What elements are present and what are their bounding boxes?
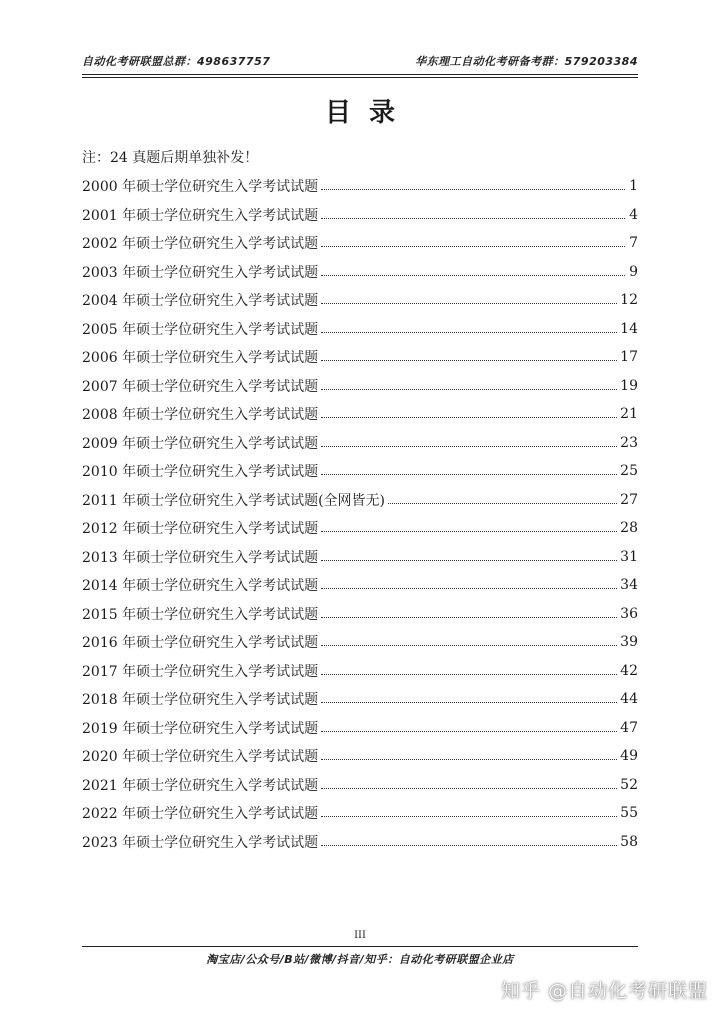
note-text: 注：24 真题后期单独补发！ (82, 150, 259, 166)
toc-entry-label: 2015 年硕士学位研究生入学考试试题 (82, 606, 319, 623)
toc-entry[interactable] (82, 514, 638, 543)
header-rule-thin (82, 77, 638, 78)
toc-leader-dots (321, 473, 617, 475)
page-title: 目录 (324, 98, 413, 128)
toc-entry-label: 2000 年硕士学位研究生入学考试试题 (82, 179, 319, 196)
toc-entry-page: 44 (620, 691, 638, 708)
toc-entry-page: 34 (620, 577, 638, 594)
toc-entry[interactable] (82, 201, 638, 230)
toc-entry-label: 2004 年硕士学位研究生入学考试试题 (82, 293, 319, 310)
toc-leader-dots (321, 217, 625, 219)
toc-entry-page: 9 (629, 263, 638, 280)
toc-entry-label: 2007 年硕士学位研究生入学考试试题 (82, 378, 319, 395)
toc-entry-page: 39 (620, 634, 638, 651)
toc-entry-label: 2017 年硕士学位研究生入学考试试题 (82, 663, 319, 680)
toc-leader-dots (321, 445, 617, 447)
toc-leader-dots (321, 188, 625, 190)
table-of-contents (82, 172, 638, 856)
toc-entry[interactable] (82, 258, 638, 287)
header-right-text: 华东理工自动化考研备考群：579203384 (415, 55, 638, 68)
toc-entry[interactable] (82, 543, 638, 572)
toc-entry[interactable] (82, 685, 638, 714)
toc-leader-dots (321, 359, 617, 361)
toc-entry[interactable] (82, 229, 638, 258)
toc-entry[interactable] (82, 799, 638, 828)
toc-entry[interactable] (82, 372, 638, 401)
toc-entry-page: 14 (620, 320, 638, 337)
toc-leader-dots (321, 530, 617, 532)
toc-entry-page: 7 (629, 235, 638, 252)
toc-leader-dots (321, 616, 617, 618)
toc-entry[interactable] (82, 286, 638, 315)
toc-entry-label: 2003 年硕士学位研究生入学考试试题 (82, 264, 319, 281)
toc-entry-page: 19 (620, 377, 638, 394)
toc-leader-dots (321, 815, 617, 817)
header-rule (82, 74, 638, 75)
header-left-text: 自动化考研联盟总群：498637757 (82, 55, 271, 68)
toc-entry[interactable] (82, 771, 638, 800)
toc-entry-label: 2022 年硕士学位研究生入学考试试题 (82, 806, 319, 823)
toc-entry-label: 2006 年硕士学位研究生入学考试试题 (82, 350, 319, 367)
toc-entry[interactable] (82, 315, 638, 344)
toc-entry-page: 42 (620, 662, 638, 679)
toc-entry-label: 2011 年硕士学位研究生入学考试试题(全网皆无) (82, 492, 386, 509)
toc-entry[interactable] (82, 742, 638, 771)
watermark-text: 知乎 @自动化考研联盟 (500, 980, 708, 1002)
toc-entry-page: 47 (620, 719, 638, 736)
toc-entry-page: 1 (629, 178, 638, 195)
toc-entry-page: 52 (620, 776, 638, 793)
toc-leader-dots (321, 587, 617, 589)
toc-entry-page: 31 (620, 548, 638, 565)
toc-entry-label: 2021 年硕士学位研究生入学考试试题 (82, 777, 319, 794)
toc-entry-label: 2001 年硕士学位研究生入学考试试题 (82, 207, 319, 224)
toc-entry[interactable] (82, 657, 638, 686)
toc-entry-label: 2016 年硕士学位研究生入学考试试题 (82, 635, 319, 652)
page-footer: 淘宝店/公众号/B站/微博/抖音/知乎：自动化考研联盟企业店 (206, 953, 514, 966)
toc-leader-dots (321, 331, 617, 333)
page-number: III (354, 930, 366, 941)
toc-leader-dots (321, 730, 617, 732)
toc-leader-dots (321, 388, 617, 390)
toc-entry-label: 2019 年硕士学位研究生入学考试试题 (82, 720, 319, 737)
toc-entry-page: 36 (620, 605, 638, 622)
toc-leader-dots (321, 416, 617, 418)
toc-entry[interactable] (82, 429, 638, 458)
toc-entry-label: 2012 年硕士学位研究生入学考试试题 (82, 521, 319, 538)
toc-entry-page: 25 (620, 463, 638, 480)
toc-entry[interactable] (82, 600, 638, 629)
toc-leader-dots (321, 559, 617, 561)
toc-entry-label: 2018 年硕士学位研究生入学考试试题 (82, 692, 319, 709)
toc-leader-dots (321, 673, 617, 675)
toc-entry[interactable] (82, 172, 638, 201)
toc-leader-dots (321, 844, 617, 846)
toc-entry[interactable] (82, 457, 638, 486)
toc-entry-page: 21 (620, 406, 638, 423)
toc-entry-label: 2013 年硕士学位研究生入学考试试题 (82, 549, 319, 566)
toc-entry-page: 55 (620, 805, 638, 822)
toc-entry[interactable] (82, 343, 638, 372)
toc-leader-dots (321, 302, 617, 304)
toc-leader-dots (321, 274, 625, 276)
toc-entry-label: 2020 年硕士学位研究生入学考试试题 (82, 749, 319, 766)
toc-entry-page: 58 (620, 833, 638, 850)
toc-entry-page: 23 (620, 434, 638, 451)
toc-entry-page: 28 (620, 520, 638, 537)
toc-leader-dots (321, 758, 617, 760)
toc-entry-label: 2008 年硕士学位研究生入学考试试题 (82, 407, 319, 424)
toc-entry-label: 2005 年硕士学位研究生入学考试试题 (82, 321, 319, 338)
footer-rule (82, 946, 638, 947)
toc-entry-label: 2023 年硕士学位研究生入学考试试题 (82, 834, 319, 851)
toc-entry-label: 2009 年硕士学位研究生入学考试试题 (82, 435, 319, 452)
toc-entry-label: 2010 年硕士学位研究生入学考试试题 (82, 464, 319, 481)
toc-entry[interactable] (82, 486, 638, 515)
toc-entry-page: 4 (629, 206, 638, 223)
toc-entry[interactable] (82, 714, 638, 743)
toc-entry-page: 12 (620, 292, 638, 309)
toc-entry-page: 49 (620, 748, 638, 765)
toc-entry[interactable] (82, 628, 638, 657)
toc-entry[interactable] (82, 828, 638, 857)
page-header (82, 50, 638, 72)
toc-entry-page: 17 (620, 349, 638, 366)
toc-leader-dots (321, 644, 617, 646)
toc-entry[interactable] (82, 571, 638, 600)
toc-leader-dots (321, 245, 625, 247)
toc-entry-page: 27 (620, 491, 638, 508)
toc-leader-dots (321, 787, 617, 789)
toc-entry-label: 2002 年硕士学位研究生入学考试试题 (82, 236, 319, 253)
toc-leader-dots (388, 502, 617, 504)
toc-entry[interactable] (82, 400, 638, 429)
toc-leader-dots (321, 701, 617, 703)
toc-entry-label: 2014 年硕士学位研究生入学考试试题 (82, 578, 319, 595)
